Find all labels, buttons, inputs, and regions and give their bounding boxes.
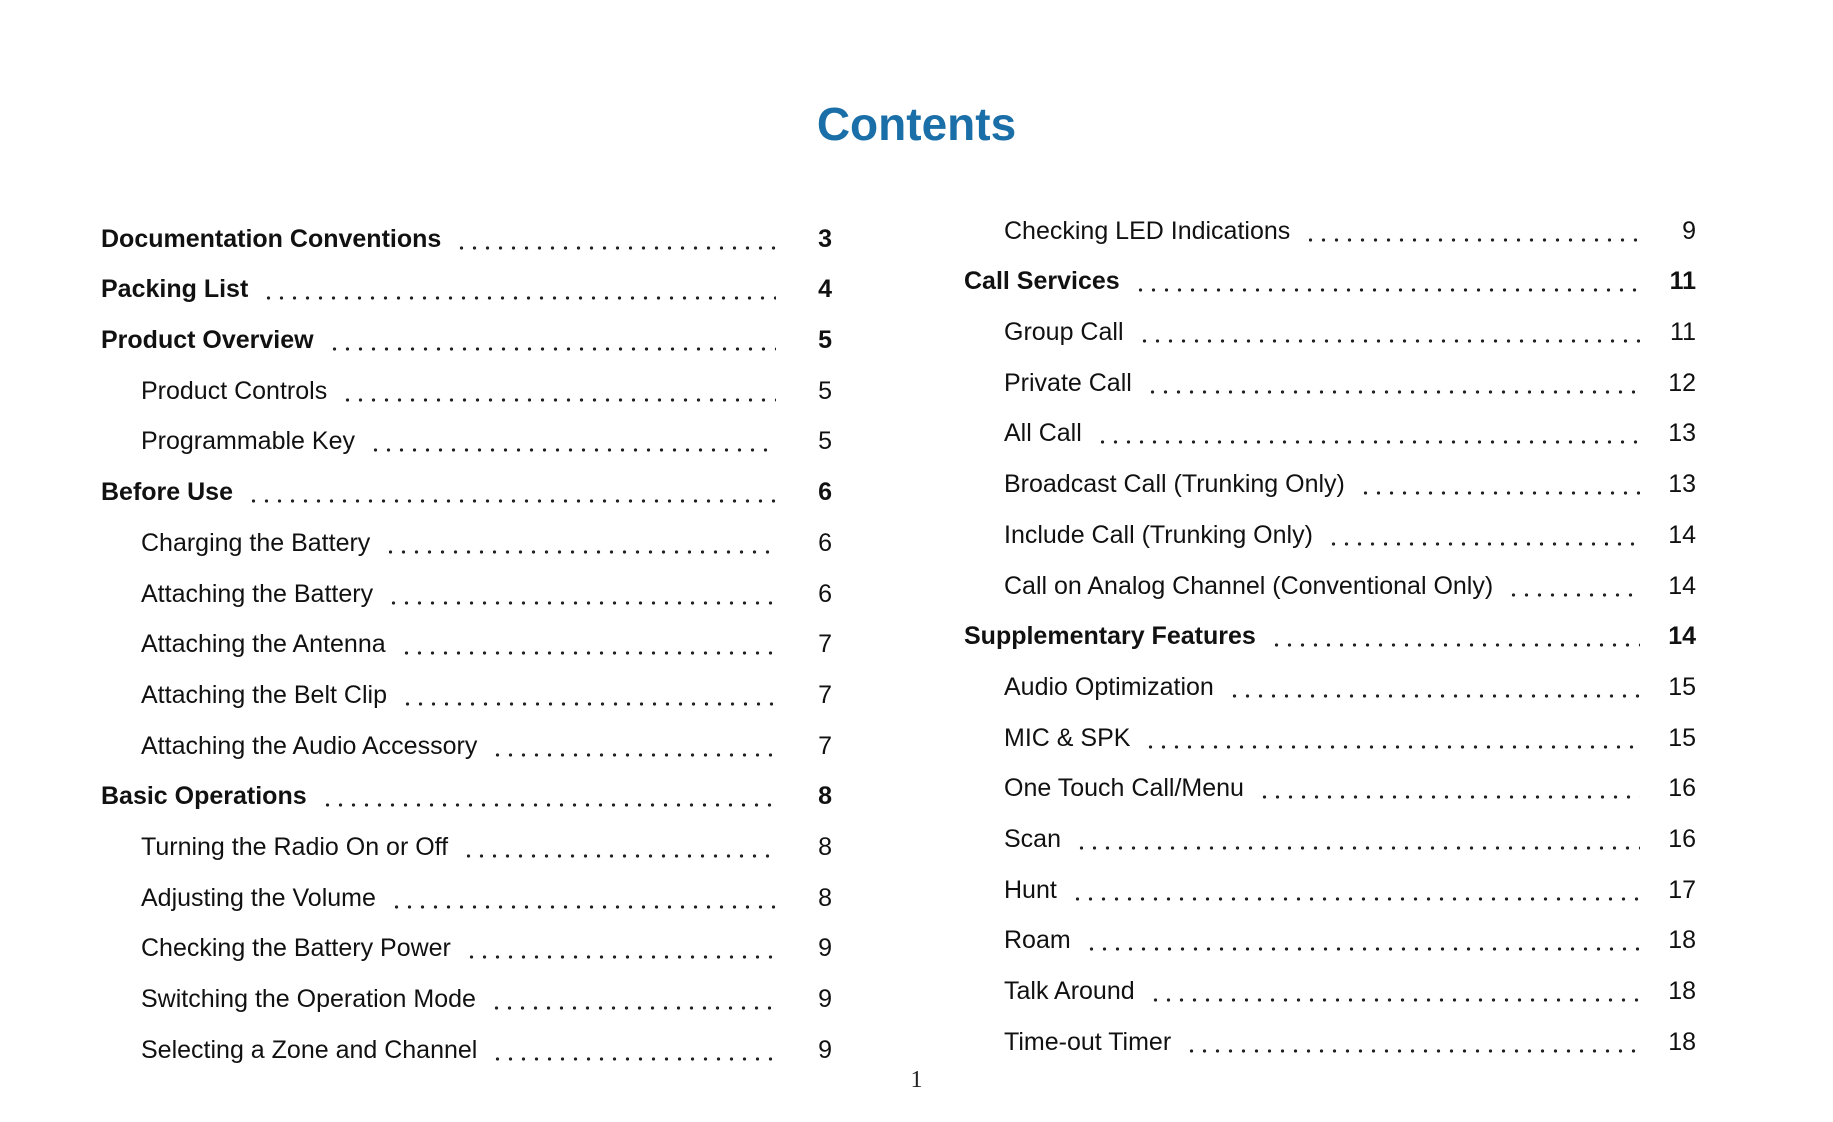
- toc-entry-page: 15: [1668, 672, 1696, 701]
- toc-entry-title: Roam: [1004, 926, 1071, 955]
- toc-entry[interactable]: [101, 710, 832, 761]
- dot-leader: [462, 854, 776, 858]
- toc-entry[interactable]: [101, 1014, 832, 1065]
- toc-entry-title: Call on Analog Channel (Conventional Only): [1004, 571, 1494, 600]
- dot-leader: [387, 601, 776, 605]
- toc-entry[interactable]: [101, 355, 832, 406]
- toc-entry-page: 9: [818, 1035, 832, 1064]
- toc-entry[interactable]: [964, 195, 1696, 246]
- toc-entry[interactable]: [101, 913, 832, 964]
- toc-entry-title: Hunt: [1004, 875, 1057, 904]
- toc-entry[interactable]: [964, 347, 1696, 398]
- toc-entry-page: 3: [818, 224, 832, 253]
- toc-entry[interactable]: [101, 811, 832, 862]
- toc-entry-page: 7: [818, 731, 832, 760]
- dot-leader: [1327, 542, 1640, 546]
- toc-entry[interactable]: [101, 406, 832, 457]
- toc-entry-page: 14: [1668, 520, 1696, 549]
- toc-entry-title: Product Controls: [141, 376, 328, 405]
- toc-entry-page: 8: [818, 832, 832, 861]
- toc-entry-page: 5: [818, 326, 832, 355]
- dot-leader: [1071, 897, 1640, 901]
- dot-leader: [390, 905, 776, 909]
- toc-entry-title: Basic Operations: [101, 782, 307, 811]
- dot-leader: [490, 1006, 776, 1010]
- toc-entry-page: 5: [818, 427, 832, 456]
- toc-entry-page: 6: [818, 579, 832, 608]
- toc-entry-page: 9: [1682, 216, 1696, 245]
- dot-leader: [1149, 998, 1640, 1002]
- toc-entry-page: 15: [1668, 723, 1696, 752]
- toc-entry-page: 8: [818, 782, 832, 811]
- dot-leader: [369, 448, 776, 452]
- toc-entry-title: Attaching the Audio Accessory: [141, 731, 478, 760]
- toc-entry-title: Switching the Operation Mode: [141, 985, 476, 1013]
- toc-entry[interactable]: [964, 753, 1696, 804]
- toc-entry-title: Group Call: [1004, 318, 1124, 347]
- toc-entry[interactable]: [964, 854, 1696, 905]
- dot-leader: [1185, 1049, 1640, 1053]
- toc-entry[interactable]: [964, 601, 1696, 652]
- toc-entry-title: Before Use: [101, 478, 233, 507]
- dot-leader: [384, 550, 776, 554]
- toc-entry[interactable]: [964, 651, 1696, 702]
- toc-entry-title: Supplementary Features: [964, 622, 1256, 651]
- toc-entry[interactable]: [101, 659, 832, 710]
- toc-entry[interactable]: [101, 761, 832, 812]
- toc-entry[interactable]: [101, 456, 832, 507]
- page-title: Contents: [816, 98, 1017, 150]
- toc-entry-page: 12: [1668, 368, 1696, 397]
- toc-entry-title: Attaching the Antenna: [141, 630, 386, 659]
- toc-entry-page: 6: [818, 528, 832, 557]
- toc-entry-page: 16: [1668, 774, 1696, 803]
- dot-leader: [247, 499, 776, 503]
- toc-entry[interactable]: [101, 254, 832, 305]
- toc-entry-title: One Touch Call/Menu: [1004, 774, 1244, 803]
- toc-entry-page: 9: [818, 934, 832, 963]
- dot-leader: [1096, 440, 1640, 444]
- toc-entry-page: 14: [1668, 622, 1696, 651]
- toc-entry-page: 18: [1668, 1027, 1696, 1056]
- toc-entry-page: 13: [1668, 470, 1696, 499]
- toc-entry-title: Broadcast Call (Trunking Only): [1004, 470, 1345, 499]
- toc-entry-title: Talk Around: [1004, 977, 1135, 1005]
- dot-leader: [1359, 491, 1640, 495]
- dot-leader: [321, 803, 776, 807]
- toc-left-column: [101, 203, 832, 1065]
- toc-entry-title: Turning the Radio On or Off: [141, 832, 449, 861]
- toc-entry-page: 11: [1670, 318, 1696, 347]
- toc-entry-page: 4: [818, 275, 832, 304]
- toc-entry-title: All Call: [1004, 419, 1082, 448]
- dot-leader: [491, 1057, 776, 1061]
- toc-entry-title: Charging the Battery: [141, 528, 371, 557]
- toc-entry[interactable]: [964, 398, 1696, 449]
- toc-entry-title: Adjusting the Volume: [141, 883, 376, 912]
- toc-entry-page: 17: [1668, 875, 1696, 904]
- toc-entry-title: Scan: [1004, 824, 1061, 853]
- toc-entry-title: Selecting a Zone and Channel: [141, 1035, 478, 1064]
- toc-entry-page: 8: [818, 883, 832, 912]
- toc-entry-page: 14: [1668, 571, 1696, 600]
- dot-leader: [1258, 795, 1640, 799]
- toc-entry-title: Product Overview: [101, 326, 314, 355]
- toc-entry-title: Time-out Timer: [1004, 1027, 1172, 1056]
- dot-leader: [1146, 390, 1640, 394]
- toc-entry-page: 6: [818, 478, 832, 507]
- dot-leader: [1228, 694, 1640, 698]
- toc-entry[interactable]: [101, 862, 832, 913]
- toc-entry-title: Call Services: [964, 267, 1120, 296]
- dot-leader: [1507, 593, 1640, 597]
- toc-entry[interactable]: [964, 702, 1696, 753]
- toc-entry[interactable]: [101, 507, 832, 558]
- dot-leader: [455, 246, 776, 250]
- page-number: 1: [910, 1067, 923, 1093]
- dot-leader: [1134, 288, 1640, 292]
- toc-entry-page: 18: [1668, 926, 1696, 955]
- dot-leader: [400, 651, 776, 655]
- dot-leader: [1138, 339, 1641, 343]
- dot-leader: [1270, 643, 1640, 647]
- toc-entry-title: Documentation Conventions: [101, 224, 442, 253]
- toc-entry[interactable]: [101, 558, 832, 609]
- toc-entry[interactable]: [964, 905, 1696, 956]
- toc-entry-page: 7: [818, 680, 832, 709]
- toc-entry[interactable]: [101, 304, 832, 355]
- toc-entry[interactable]: [964, 803, 1696, 854]
- toc-entry-title: Programmable Key: [141, 427, 355, 456]
- toc-entry[interactable]: [964, 550, 1696, 601]
- toc-entry[interactable]: [964, 499, 1696, 550]
- toc-entry[interactable]: [101, 963, 832, 1014]
- dot-leader: [465, 955, 776, 959]
- toc-entry-page: 5: [818, 376, 832, 405]
- dot-leader: [262, 296, 776, 300]
- toc-entry-title: MIC & SPK: [1004, 723, 1131, 752]
- toc-entry[interactable]: [964, 1006, 1696, 1057]
- toc-right-column: [964, 195, 1696, 1057]
- toc-entry[interactable]: [964, 955, 1696, 1006]
- toc-entry[interactable]: [101, 609, 832, 660]
- dot-leader: [491, 753, 776, 757]
- toc-entry-title: Attaching the Battery: [141, 579, 374, 608]
- toc-entry-title: Include Call (Trunking Only): [1004, 520, 1313, 549]
- toc-entry-title: Private Call: [1004, 368, 1132, 397]
- dot-leader: [1075, 846, 1640, 850]
- toc-entry[interactable]: [964, 246, 1696, 297]
- toc-entry-page: 13: [1668, 419, 1696, 448]
- dot-leader: [1304, 238, 1640, 242]
- toc-entry[interactable]: [101, 203, 832, 254]
- toc-entry-title: Audio Optimization: [1004, 672, 1214, 701]
- toc-entry-title: Checking the Battery Power: [141, 934, 451, 963]
- toc-entry-title: Attaching the Belt Clip: [141, 680, 387, 709]
- toc-entry[interactable]: [964, 296, 1696, 347]
- toc-entry-page: 18: [1668, 977, 1696, 1005]
- dot-leader: [1144, 745, 1640, 749]
- dot-leader: [1085, 947, 1640, 951]
- toc-entry-title: Checking LED Indications: [1004, 216, 1291, 245]
- toc-entry-page: 7: [818, 630, 832, 659]
- toc-entry-page: 11: [1669, 267, 1696, 296]
- toc-entry[interactable]: [964, 448, 1696, 499]
- dot-leader: [401, 702, 776, 706]
- toc-entry-page: 9: [818, 985, 832, 1013]
- toc-entry-title: Packing List: [101, 275, 249, 304]
- dot-leader: [341, 398, 776, 402]
- toc-entry-page: 16: [1668, 824, 1696, 853]
- dot-leader: [328, 347, 776, 351]
